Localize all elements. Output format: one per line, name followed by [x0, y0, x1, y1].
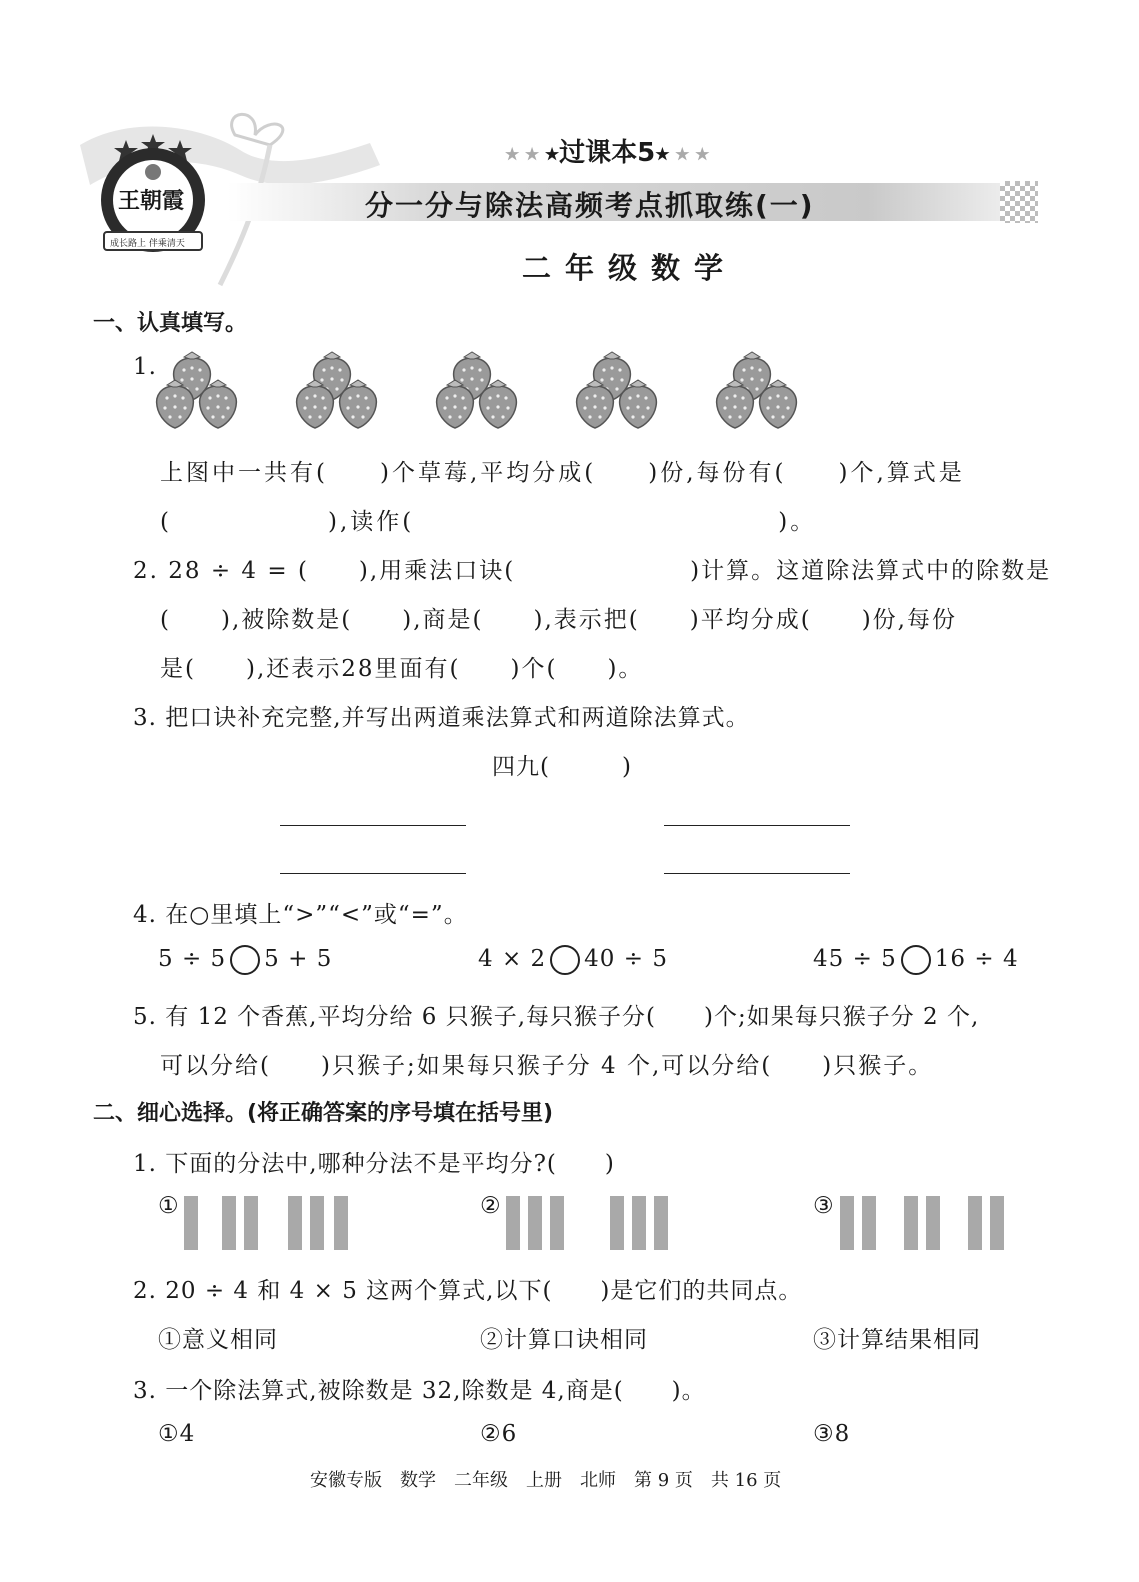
q2-line1: 2. 28 ÷ 4 = ( ),用乘法口诀( )计算。这道除法算式中的除数是	[133, 558, 1052, 584]
star-icon: ★	[655, 144, 670, 164]
stick-bar	[244, 1196, 258, 1250]
stick-bar	[654, 1196, 668, 1250]
compare-circle[interactable]	[901, 945, 931, 975]
s2-q1-option-label: ①	[158, 1193, 180, 1219]
s2-q3-option: ①4	[158, 1421, 196, 1447]
stick-bar	[310, 1196, 324, 1250]
s2-q3-line: 3. 一个除法算式,被除数是 32,除数是 4,商是( )。	[133, 1378, 706, 1404]
s2-q1-option-label: ②	[480, 1193, 502, 1219]
stick-bar	[990, 1196, 1004, 1250]
q4-item-left: 4 × 2	[478, 946, 547, 972]
q3-line1: 3. 把口诀补充完整,并写出两道乘法算式和两道除法算式。	[133, 705, 750, 731]
q4-item-left: 45 ÷ 5	[813, 946, 897, 972]
stick-bar	[862, 1196, 876, 1250]
stick-bar	[904, 1196, 918, 1250]
page-subtitle: 二年级数学	[522, 251, 738, 285]
star-icon: ★ ★	[669, 144, 710, 164]
strawberry-group-icon	[577, 352, 657, 428]
s2-q3-option: ③8	[813, 1421, 851, 1447]
stick-bar	[840, 1196, 854, 1250]
logo-text: 王朝霞	[118, 188, 185, 214]
s2-q1-option-label: ③	[813, 1193, 835, 1219]
lesson-label: 过课本5	[559, 138, 656, 168]
s2-q2-option: ①意义相同	[158, 1327, 278, 1353]
strawberry-group-icon	[297, 352, 377, 428]
q4-item	[158, 945, 332, 975]
star-icon: ★	[544, 144, 560, 164]
stick-bar	[968, 1196, 982, 1250]
stick-bar	[184, 1196, 198, 1250]
section1-heading: 一、认真填写。	[93, 311, 248, 336]
stick-bar	[506, 1196, 520, 1250]
stick-bar	[610, 1196, 624, 1250]
strawberry-group-icon	[437, 352, 517, 428]
lesson-label-row	[505, 132, 709, 169]
q1-line1: 上图中一共有( )个草莓,平均分成( )份,每份有( )个,算式是	[160, 460, 965, 486]
strawberry-group-icon	[157, 352, 237, 428]
q4-item-right: 16 ÷ 4	[934, 946, 1019, 972]
stick-bar	[528, 1196, 542, 1250]
compare-circle[interactable]	[230, 945, 260, 975]
stick-bar	[288, 1196, 302, 1250]
answer-line	[664, 873, 850, 874]
q2-line3: 是( ),还表示28里面有( )个( )。	[160, 656, 644, 682]
q4-item	[813, 945, 1019, 975]
logo-banner: 成长路上 伴乘清天	[110, 239, 185, 249]
q4-item-left: 5 ÷ 5	[158, 946, 227, 972]
q2-line2: ( ),被除数是( ),商是( ),表示把( )平均分成( )份,每份	[160, 607, 957, 633]
s2-q3-option: ②6	[480, 1421, 518, 1447]
stick-bar	[222, 1196, 236, 1250]
publisher-logo	[96, 132, 211, 257]
page-footer: 安徽专版 数学 二年级 上册 北师 第 9 页 共 16 页	[310, 1470, 782, 1491]
s2-q2-option: ②计算口诀相同	[480, 1327, 648, 1353]
answer-line	[664, 825, 850, 826]
section2-heading: 二、细心选择。(将正确答案的序号填在括号里)	[93, 1101, 554, 1126]
q1-line2: ( ),读作( )。	[160, 509, 817, 535]
answer-line	[280, 873, 466, 874]
checker-decoration	[1000, 181, 1038, 223]
s2-q2-line: 2. 20 ÷ 4 和 4 × 5 这两个算式,以下( )是它们的共同点。	[133, 1278, 803, 1304]
q4-item	[478, 945, 668, 975]
q5-line1: 5. 有 12 个香蕉,平均分给 6 只猴子,每只猴子分( )个;如果每只猴子分 2 个,	[133, 1004, 980, 1030]
strawberry-group-icon	[717, 352, 797, 428]
q3-rhyme: 四九( )	[492, 754, 632, 780]
compare-circle[interactable]	[550, 945, 580, 975]
stick-bar	[632, 1196, 646, 1250]
q4-item-right: 5 + 5	[264, 946, 333, 972]
stick-bar	[334, 1196, 348, 1250]
stick-bar	[926, 1196, 940, 1250]
strawberry-groups	[150, 348, 830, 430]
q1-number: 1.	[133, 354, 157, 380]
stick-bar	[550, 1196, 564, 1250]
q4-item-right: 40 ÷ 5	[584, 946, 668, 972]
s2-q2-option: ③计算结果相同	[813, 1327, 981, 1353]
s2-q1-line: 1. 下面的分法中,哪种分法不是平均分?( )	[133, 1151, 615, 1177]
answer-line	[280, 825, 466, 826]
page-title: 分一分与除法高频考点抓取练(一)	[365, 189, 815, 222]
q4-line1: 4. 在○里填上“>”“<”或“=”。	[133, 902, 468, 928]
q5-line2: 可以分给( )只猴子;如果每只猴子分 4 个,可以分给( )只猴子。	[160, 1053, 934, 1079]
star-icon: ★ ★	[505, 144, 545, 164]
